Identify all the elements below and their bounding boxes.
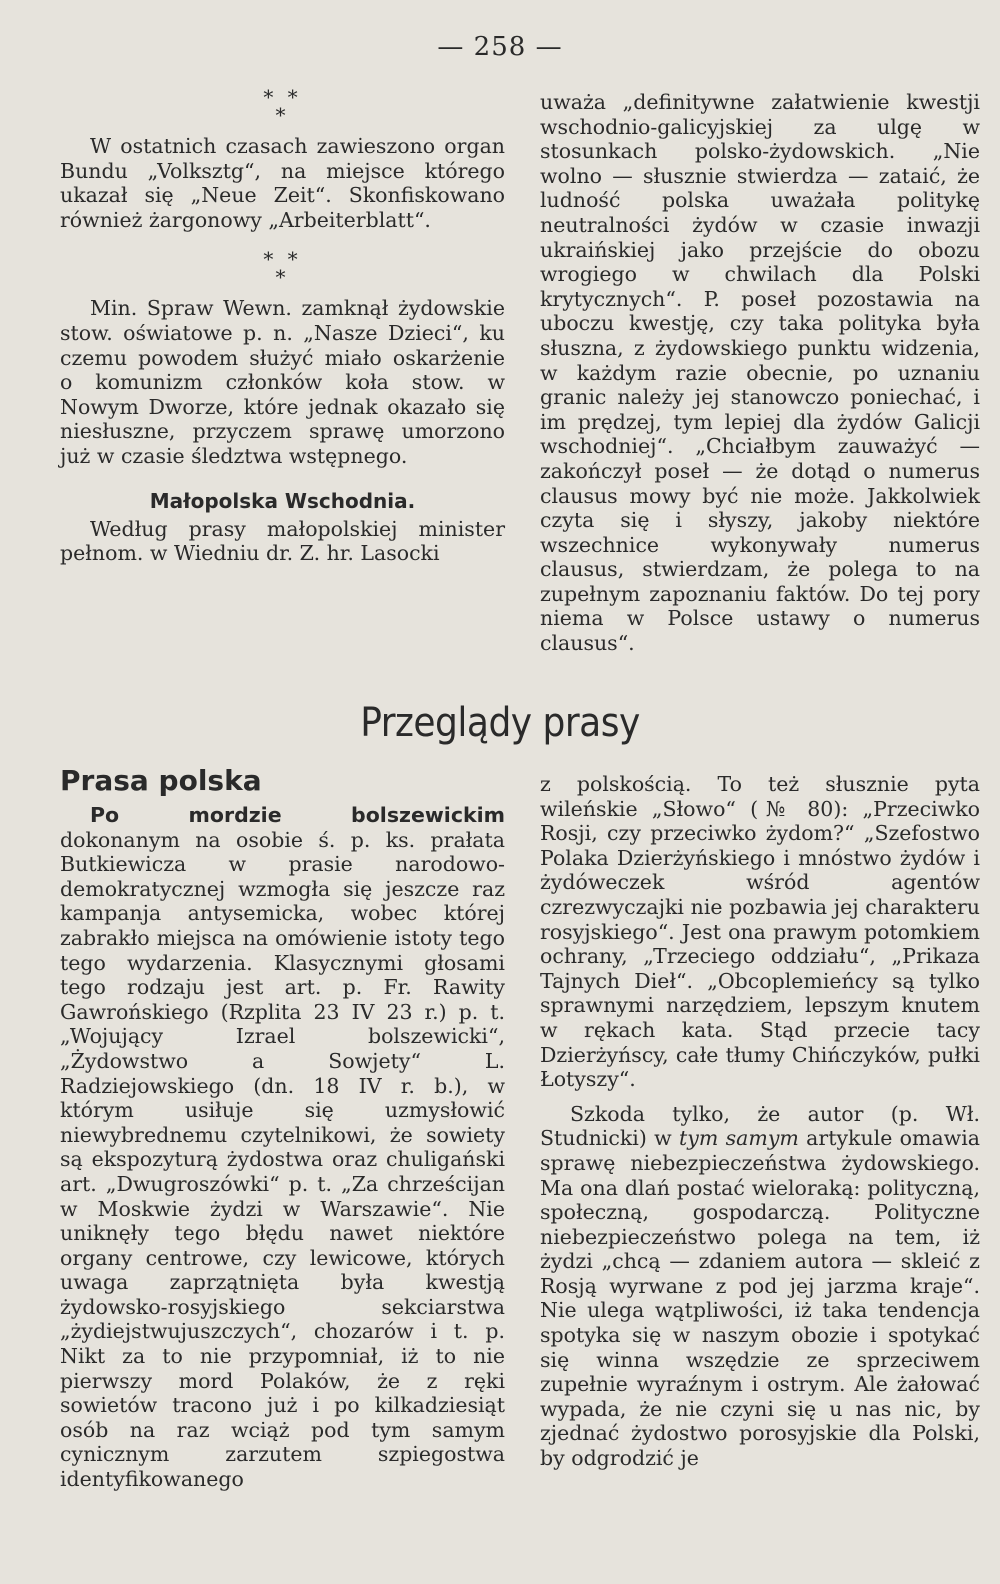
- lead-phrase: Po mordzie bolszewickim: [90, 803, 505, 827]
- paragraph-slowo: z polskością. To też słusznie pyta wileńskie „Słowo“ (№ 80): „Przeciwko Rosji, czy przeciwko żydom?“ „Szefostwo Polaka Dzierżyńskiego i mnóstwo żydów i żydóweczek wśród agentów czrezwyczajki nie pozbawia jej charakteru rosyjskiego“. Jest ona prawym potomkiem ochrany, „Trzeciego oddziału“, „Prikaza Tajnych Dieł“. „Obcoplemieńcy są tylko sprawnymi narzędziem, lepszym knutem w rękach kata. Stąd przecie tacy Dzierżyńscy, całe tłumy Chińczyków, pułki Łotyszy“.: [540, 772, 980, 1092]
- subheading-malopolska: Małopolska Wschodnia.: [149, 488, 416, 513]
- heading-prasa-polska: Prasa polska: [60, 764, 262, 797]
- column-right-bottom: [540, 772, 980, 1471]
- stars-row: *: [275, 103, 290, 127]
- paragraph-ministry: Min. Spraw Wewn. zamknął żydowskie stow. oświatowe p. n. „Nasze Dzieci“, ku czemu powodem służyć miało oskarżenie o komunizm członków koła stow. w Nowym Dworze, które jednak okazało się niesłuszne, przyczem sprawę umorzono już w czasie śledztwa wstępnego.: [60, 296, 505, 468]
- stars-row: *: [275, 265, 290, 290]
- paragraph-text: artykule omawia sprawę niebezpieczeństwa żydowskiego. Ma ona dlań postać wieloraką: polityczną, społeczną, gospodarczą. Polityczne niebezpieczeństwo polega na tem, iż żydzi „chcą — zdaniem autora — skleić z Rosją wyrwane z pod jej jarzma kraje“. Nie ulega wątpliwości, iż taka tendencja spotyka się w naszym obozie i spotykać się winna wszędzie ze sprzeciwem zupełnie wyraźnym i ostrym. Ale żałować wypada, że nie czyni się u nas nic, by zjednać żydostwo porosyjskie dla Polski, by odgrodzić je: [540, 1126, 980, 1471]
- paragraph-studnicki: [540, 1102, 980, 1471]
- section-title: Przeglądy prasy: [360, 700, 640, 746]
- paragraph-text: Szkoda tylko, że autor (p. Wł. Studnicki) w: [540, 1101, 980, 1151]
- paragraph-text: dokonanym na osobie ś. p. ks. prałata Butkiewicza w prasie narodowo-demokratycznej wzmogła się jeszcze raz kampanja antysemicka, wobec której zabrakło miejsca na omówienie istoty tego tego wydarzenia. Klasycznymi głosami tego rodzaju jest art. p. Fr. Rawity Gawrońskiego (Rzplita 23 IV 23 r.) p. t. „Wojujący Izrael bolszewicki“, „Żydowstwo a Sowjety“ L. Radziejowskiego (dn. 18 IV r. b.), w którym usiłuje się uzmysłowić niewybrednemu czytelnikowi, że sowiety są ekspozyturą żydostwa oraz chuligański art. „Dwugroszówki“ p. t. „Za chrześcijan w Moskwie żydzi w Warszawie“. Nie uniknęły tego błędu nawet niektóre organy centrowe, czy lewicowe, których uwaga zaprzątnięta była kwestją żydowsko-rosyjskiego sekciarstwa „żydiejstwujuszczych“, chozarów i t. p. Nikt za to nie przypomniał, iż to nie pierwszy mord Polaków, że z ręki sowietów tracono już i po kilkadziesiąt osób na raz wciąż pod tym samym cynicznym zarzutem szpiegostwa identyfikowanego: [60, 827, 505, 1492]
- page-number: — 258 —: [437, 32, 563, 62]
- column-right-top: [540, 90, 980, 656]
- column-left-bottom: [60, 764, 505, 1492]
- stars-row: * *: [263, 85, 302, 109]
- stars-row: * *: [263, 247, 302, 272]
- paragraph-bund: W ostatnich czasach zawieszono organ Bundu „Volksztg“, na miejsce którego ukazał się „Neue Zeit“. Skonfiskowano również żargonowy „Arbeiterblatt“.: [60, 134, 505, 232]
- paragraph-lasocki: Według prasy małopolskiej minister pełnom. w Wiedniu dr. Z. hr. Lasocki: [60, 516, 505, 566]
- paragraph-continued: uważa „definitywne załatwienie kwestji wschodnio-galicyjskiej za ulgę w stosunkach polsko-żydowskich. „Nie wolno — słusznie stwierdza — zataić, że ludność polska uważała politykę neutralności żydów w czasie inwazji ukraińskiej jako przejście do obozu wrogiego w chwilach dla Polski krytycznych“. P. poseł pozostawia na uboczu kwestję, czy taka polityka była słuszna, z żydowskiego punktu widzenia, w każdym razie obecnie, po uznaniu granic należy jej stanowczo poniechać, i im prędzej, tym lepiej dla żydów Galicji wschodniej“. „Chciałbym zauważyć — zakończył poseł — że dotąd o numerus clausus mowy być nie może. Jakkolwiek czyta się i słyszy, jakoby niektóre wszechnice wykonywały numerus clausus, stwierdzam, że polega to na zupełnym zapoznaniu faktów. Do tej pory niema w Polsce ustawy o numerus clausus“.: [540, 90, 980, 656]
- separator-stars: [60, 247, 505, 296]
- separator-stars: [60, 85, 505, 134]
- column-left-top: [60, 85, 505, 566]
- paragraph-mord: [60, 803, 505, 1492]
- emphasis: tym samym: [679, 1126, 799, 1151]
